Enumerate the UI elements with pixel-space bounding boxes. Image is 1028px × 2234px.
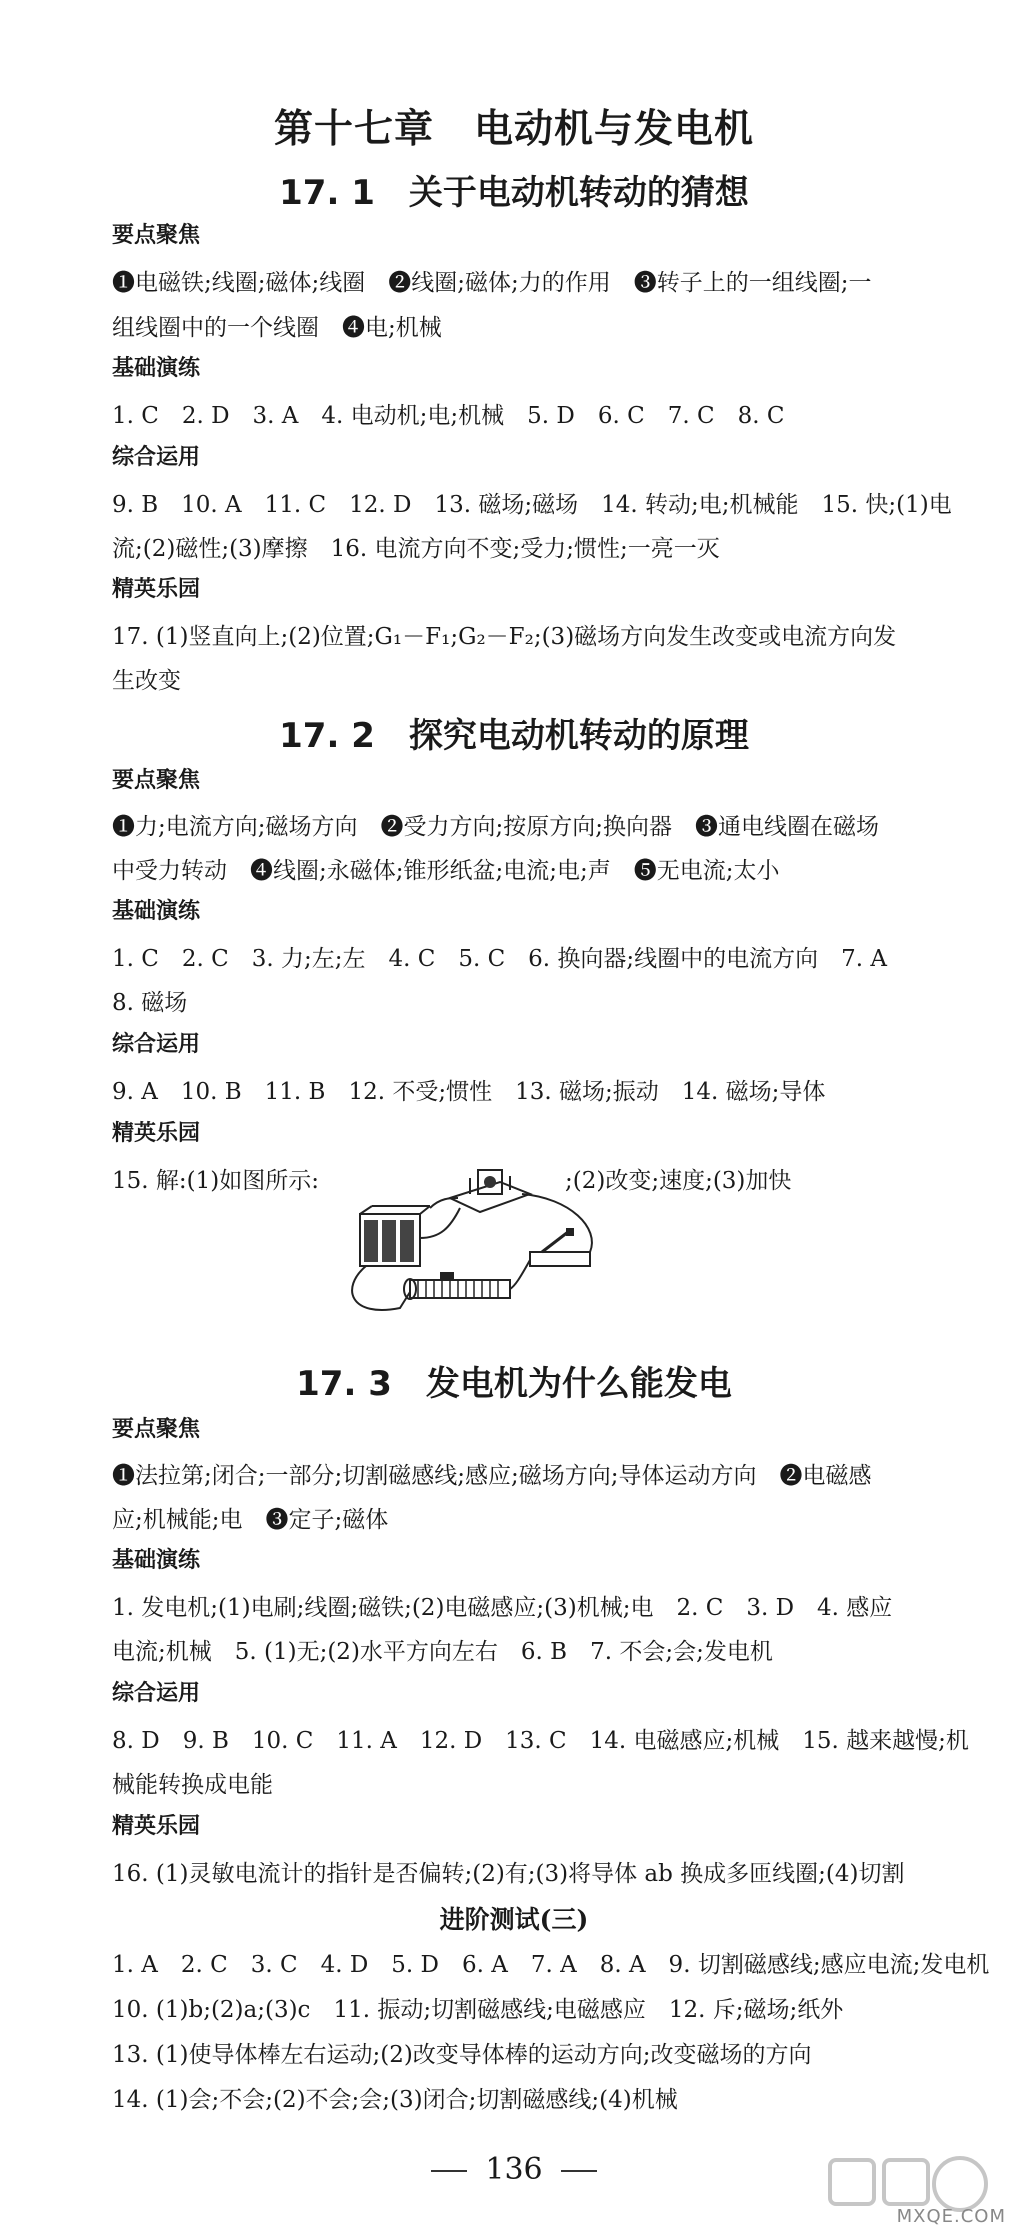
answer-line: 应;机械能;电 ❸定子;磁体 bbox=[112, 1507, 389, 1533]
motor-circuit-figure bbox=[330, 1168, 630, 1328]
answer-line: 械能转换成电能 bbox=[112, 1772, 273, 1798]
rheostat-icon bbox=[404, 1272, 510, 1299]
answer-line: 9. A 10. B 11. B 12. 不受;惯性 13. 磁场;振动 14. 磁场;导体 bbox=[112, 1079, 826, 1105]
answer-line: ❶电磁铁;线圈;磁体;线圈 ❷线圈;磁体;力的作用 ❸转子上的一组线圈;一 bbox=[112, 270, 872, 296]
heading-basic-practice: 基础演练 bbox=[112, 899, 201, 924]
heading-basic-practice: 基础演练 bbox=[112, 356, 201, 381]
heading-elite: 精英乐园 bbox=[112, 577, 201, 602]
answer-line: 生改变 bbox=[112, 668, 181, 694]
answer-line: 1. 发电机;(1)电刷;线圈;磁铁;(2)电磁感应;(3)机械;电 2. C 3. D 4. 感应 bbox=[112, 1595, 893, 1621]
answer-line: 10. (1)b;(2)a;(3)c 11. 振动;切割磁感线;电磁感应 12. 斥;磁场;纸外 bbox=[112, 1997, 844, 2023]
answer-line: 9. B 10. A 11. C 12. D 13. 磁场;磁场 14. 转动;电;机械能 15. 快;(1)电 bbox=[112, 492, 952, 518]
answer-line: 8. 磁场 bbox=[112, 990, 188, 1016]
answer-line: 8. D 9. B 10. C 11. A 12. D 13. C 14. 电磁感应;机械 15. 越来越慢;机 bbox=[112, 1728, 969, 1754]
answer-line: 1. A 2. C 3. C 4. D 5. D 6. A 7. A 8. A 9. 切割磁感线;感应电流;发电机 bbox=[112, 1952, 990, 1978]
switch-icon bbox=[530, 1228, 590, 1266]
page-number-text: 136 bbox=[485, 2152, 543, 2187]
answer-line: 电流;机械 5. (1)无;(2)水平方向左右 6. B 7. 不会;会;发电机 bbox=[112, 1639, 773, 1665]
heading-key-points: 要点聚焦 bbox=[112, 768, 201, 793]
answer-line: ❶力;电流方向;磁场方向 ❷受力方向;按原方向;换向器 ❸通电线圈在磁场 bbox=[112, 814, 879, 840]
answer-line: 中受力转动 ❹线圈;永磁体;锥形纸盆;电流;电;声 ❺无电流;太小 bbox=[112, 858, 780, 884]
answer-line: ;(2)改变;速度;(3)加快 bbox=[565, 1168, 792, 1194]
answer-line: 流;(2)磁性;(3)摩擦 16. 电流方向不变;受力;惯性;一亮一灭 bbox=[112, 536, 720, 562]
answer-line: 1. C 2. C 3. 力;左;左 4. C 5. C 6. 换向器;线圈中的电流方向 7. A bbox=[112, 946, 888, 972]
heading-key-points: 要点聚焦 bbox=[112, 223, 201, 248]
section-title-17-3: 17. 3 发电机为什么能发电 bbox=[296, 1364, 732, 1404]
answer-line: 15. 解:(1)如图所示: bbox=[112, 1168, 319, 1194]
heading-basic-practice: 基础演练 bbox=[112, 1548, 201, 1573]
heading-key-points: 要点聚焦 bbox=[112, 1417, 201, 1442]
chapter-title: 第十七章 电动机与发电机 bbox=[273, 106, 754, 152]
answer-line: 14. (1)会;不会;(2)不会;会;(3)闭合;切割磁感线;(4)机械 bbox=[112, 2087, 678, 2113]
answer-line: 17. (1)竖直向上;(2)位置;G₁－F₁;G₂－F₂;(3)磁场方向发生改变或电流方向发 bbox=[112, 624, 897, 650]
answer-line: 1. C 2. D 3. A 4. 电动机;电;机械 5. D 6. C 7. C 8. C bbox=[112, 403, 785, 429]
watermark-text: MXQE.COM bbox=[896, 2206, 1006, 2227]
heading-comprehensive: 综合运用 bbox=[112, 1032, 201, 1057]
heading-comprehensive: 综合运用 bbox=[112, 1681, 201, 1706]
battery-icon bbox=[360, 1206, 430, 1266]
answer-line: ❶法拉第;闭合;一部分;切割磁感线;感应;磁场方向;导体运动方向 ❷电磁感 bbox=[112, 1463, 872, 1489]
answer-line: 16. (1)灵敏电流计的指针是否偏转;(2)有;(3)将导体 ab 换成多匝线圈;(4)切割 bbox=[112, 1861, 905, 1887]
page-number-dash-right bbox=[561, 2170, 597, 2172]
test-title: 进阶测试(三) bbox=[439, 1905, 589, 1934]
answer-line: 组线圈中的一个线圈 ❹电;机械 bbox=[112, 315, 442, 341]
answer-line: 13. (1)使导体棒左右运动;(2)改变导体棒的运动方向;改变磁场的方向 bbox=[112, 2042, 812, 2068]
page-number-dash-left bbox=[431, 2170, 467, 2172]
motor-icon bbox=[450, 1170, 530, 1212]
section-title-17-1: 17. 1 关于电动机转动的猜想 bbox=[279, 173, 749, 213]
heading-elite: 精英乐园 bbox=[112, 1814, 201, 1839]
section-title-17-2: 17. 2 探究电动机转动的原理 bbox=[279, 716, 749, 756]
heading-elite: 精英乐园 bbox=[112, 1121, 201, 1146]
heading-comprehensive: 综合运用 bbox=[112, 445, 201, 470]
